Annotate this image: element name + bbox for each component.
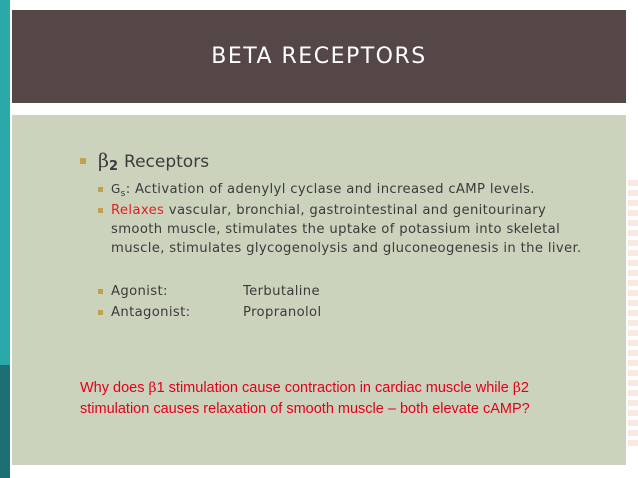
gs-subscript: s bbox=[120, 189, 126, 199]
heading-bullet bbox=[80, 150, 209, 172]
agonist-item bbox=[98, 282, 598, 301]
question-part-2: 1 stimulation cause contraction in cardiac muscle while bbox=[156, 380, 513, 396]
title-bar bbox=[12, 10, 626, 103]
decorative-pattern bbox=[628, 180, 638, 450]
agonist-value: Terbutaline bbox=[243, 284, 320, 299]
relaxes-highlight: Relaxes bbox=[111, 203, 165, 218]
slide-title: BETA RECEPTORS bbox=[211, 44, 427, 69]
beta-symbol: β bbox=[98, 150, 109, 172]
left-accent-bar-top bbox=[0, 0, 10, 365]
antagonist-value: Propranolol bbox=[243, 305, 322, 320]
square-bullet-icon bbox=[98, 208, 103, 213]
question-beta-1: β bbox=[148, 380, 157, 396]
antagonist-item bbox=[98, 303, 598, 322]
left-accent-bar-bottom bbox=[0, 365, 10, 478]
square-bullet-icon bbox=[98, 289, 103, 294]
square-bullet-icon bbox=[98, 310, 103, 315]
question-beta-2: β bbox=[512, 380, 521, 396]
relaxes-item bbox=[98, 201, 598, 258]
question-text bbox=[80, 378, 600, 420]
gs-letter: G bbox=[111, 182, 121, 196]
gs-text: : Activation of adenylyl cyclase and increased cAMP levels. bbox=[125, 182, 535, 197]
agonist-label: Agonist: bbox=[111, 284, 168, 299]
question-part-3: 2 stimulation causes relaxation of smooth muscle – both elevate cAMP? bbox=[80, 380, 530, 417]
heading-text: Receptors bbox=[124, 152, 210, 172]
square-bullet-icon bbox=[80, 158, 86, 164]
beta-subscript: 2 bbox=[108, 159, 119, 174]
relaxes-text: vascular, bronchial, gastrointestinal and genitourinary smooth muscle, stimulates the uptake of potassium into skeletal muscle, stimulates glycogenolysis and gluconeogenesis in the liver. bbox=[111, 203, 582, 256]
gs-item bbox=[98, 180, 598, 201]
antagonist-label: Antagonist: bbox=[111, 305, 191, 320]
question-part-1: Why does bbox=[80, 380, 149, 396]
square-bullet-icon bbox=[98, 187, 103, 192]
